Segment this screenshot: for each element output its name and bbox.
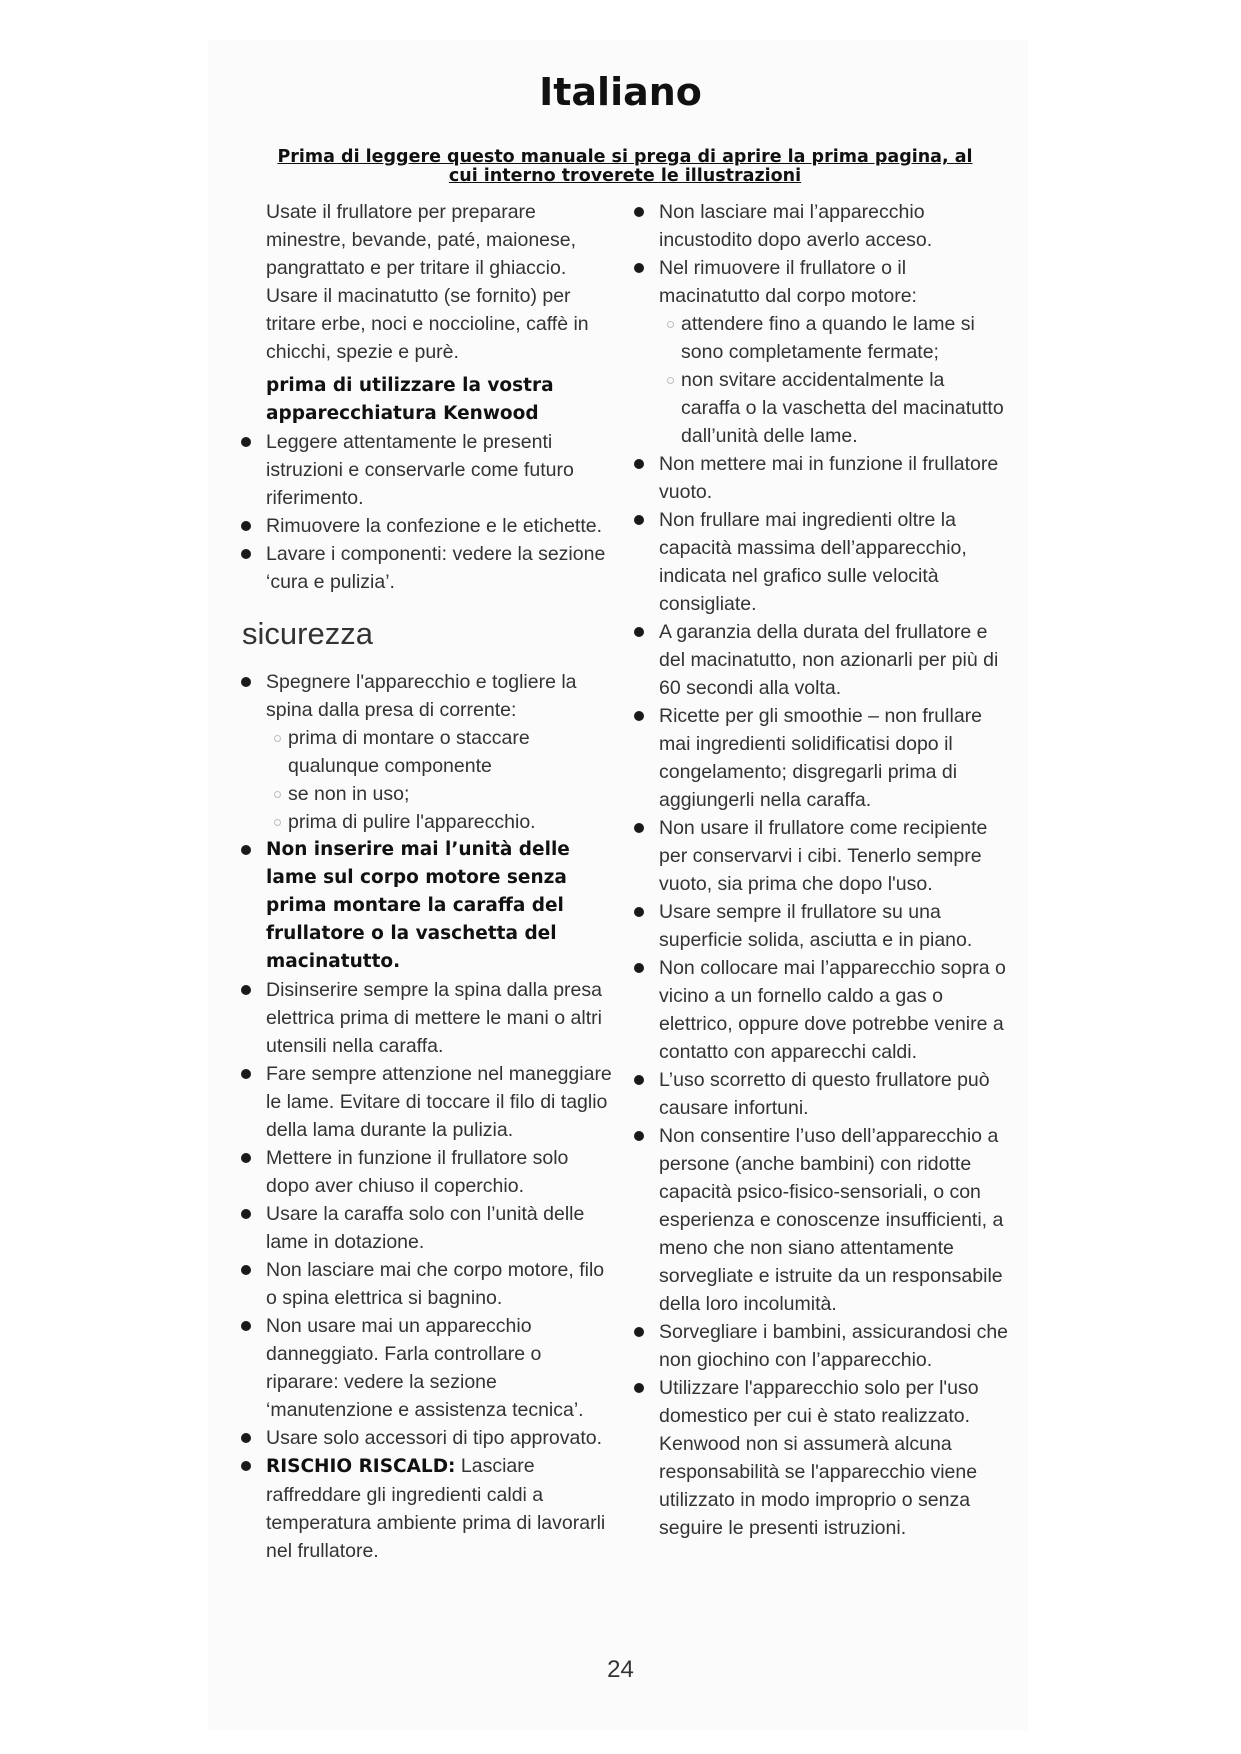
left-column xyxy=(242,198,616,1565)
list-item: L’uso scorretto di questo frullatore può causare infortuni. xyxy=(659,1066,1009,1122)
bullet-icon xyxy=(241,677,251,687)
bullet-icon xyxy=(634,263,644,273)
bullet-icon xyxy=(634,823,644,833)
sub-item: prima di pulire l'apparecchio. xyxy=(266,808,616,836)
bullet-icon xyxy=(241,521,251,531)
list-item: RISCHIO RISCALD: Lasciare raffreddare gli ingredienti caldi a temperatura ambiente prima di lavorarli nel frullatore. xyxy=(266,1452,616,1565)
circle-bullet-icon xyxy=(274,791,281,798)
bullet-icon xyxy=(241,1153,251,1163)
bullet-icon xyxy=(241,985,251,995)
intro-note-line-2: cui interno troverete le illustrazioni xyxy=(448,166,802,186)
bullet-icon xyxy=(634,907,644,917)
list-item: Non usare il frullatore come recipiente per conservarvi i cibi. Tenerlo sempre vuoto, sia prima che dopo l'uso. xyxy=(659,814,1009,898)
circle-bullet-icon xyxy=(667,321,674,328)
bullet-icon xyxy=(241,1265,251,1275)
before-use-list xyxy=(266,428,616,596)
sub-item: non svitare accidentalmente la caraffa o la vaschetta del macinatutto dall’unità delle lame. xyxy=(659,366,1009,450)
page-title: Italiano xyxy=(539,70,702,114)
heat-risk-label: RISCHIO RISCALD: xyxy=(266,1456,456,1477)
list-item: Disinserire sempre la spina dalla presa elettrica prima di mettere le mani o altri utensili nella caraffa. xyxy=(266,976,616,1060)
list-item: Non mettere mai in funzione il frullatore vuoto. xyxy=(659,450,1009,506)
sub-item: prima di montare o staccare qualunque componente xyxy=(266,724,616,780)
bullet-icon xyxy=(634,1075,644,1085)
bullet-icon xyxy=(241,437,251,447)
circle-bullet-icon xyxy=(667,377,674,384)
bullet-icon xyxy=(241,1461,251,1471)
bullet-icon xyxy=(241,1321,251,1331)
bullet-icon xyxy=(241,1433,251,1443)
list-item: Non consentire l’uso dell’apparecchio a persone (anche bambini) con ridotte capacità psico-fisico-sensoriali, o con esperienza e conoscenze insufficienti, a meno che non siano attentamente sorvegliate e istruite da un responsabile della loro incolumità. xyxy=(659,1122,1009,1318)
list-item: Lavare i componenti: vedere la sezione ‘cura e pulizia’. xyxy=(266,540,616,596)
list-item: Non lasciare mai l’apparecchio incustodito dopo averlo acceso. xyxy=(659,198,1009,254)
list-item: Usare la caraffa solo con l’unità delle lame in dotazione. xyxy=(266,1200,616,1256)
sub-item: se non in uso; xyxy=(266,780,616,808)
list-item: A garanzia della durata del frullatore e del macinatutto, non azionarli per più di 60 secondi alla volta. xyxy=(659,618,1009,702)
bullet-icon xyxy=(634,711,644,721)
list-item: Spegnere l'apparecchio e togliere la spina dalla presa di corrente: prima di montare o staccare qualunque componente se non in uso; prima di pulire l'apparecchio. xyxy=(266,668,616,836)
bullet-icon xyxy=(634,1131,644,1141)
list-item: Non collocare mai l’apparecchio sopra o vicino a un fornello caldo a gas o elettrico, oppure dove potrebbe venire a contatto con apparecchi caldi. xyxy=(659,954,1009,1066)
list-item: Usare solo accessori di tipo approvato. xyxy=(266,1424,616,1452)
list-item: Usare sempre il frullatore su una superficie solida, asciutta e in piano. xyxy=(659,898,1009,954)
usage-paragraph: Usate il frullatore per preparare minestre, bevande, paté, maionese, pangrattato e per tritare il ghiaccio. Usare il macinatutto (se fornito) per tritare erbe, noci e noccioline, caffè in chicchi, spezie e purè. xyxy=(266,201,589,363)
bullet-icon xyxy=(634,207,644,217)
safety-heading: sicurezza xyxy=(242,616,373,651)
list-item: Non usare mai un apparecchio danneggiato. Farla controllare o riparare: vedere la sezione ‘manutenzione e assistenza tecnica’. xyxy=(266,1312,616,1424)
intro-note xyxy=(255,148,995,186)
bullet-icon xyxy=(241,1209,251,1219)
bullet-icon xyxy=(241,549,251,559)
circle-bullet-icon xyxy=(274,735,281,742)
bullet-icon xyxy=(241,1069,251,1079)
intro-note-line-1: Prima di leggere questo manuale si prega di aprire la prima pagina, al xyxy=(277,147,973,167)
bullet-icon xyxy=(634,459,644,469)
bullet-icon xyxy=(634,627,644,637)
bullet-icon xyxy=(634,515,644,525)
list-item: Non frullare mai ingredienti oltre la capacità massima dell’apparecchio, indicata nel grafico sulle velocità consigliate. xyxy=(659,506,1009,618)
safety-list xyxy=(266,668,616,1565)
list-item: Nel rimuovere il frullatore o il macinatutto dal corpo motore: attendere fino a quando le lame si sono completamente fermate; non svitare accidentalmente la caraffa o la vaschetta del macinatutto dall’unità delle lame. xyxy=(659,254,1009,450)
circle-bullet-icon xyxy=(274,819,281,826)
bullet-icon xyxy=(634,1383,644,1393)
bullet-icon xyxy=(241,845,251,855)
list-item: Leggere attentamente le presenti istruzioni e conservarle come futuro riferimento. xyxy=(266,428,616,512)
list-item: Mettere in funzione il frullatore solo dopo aver chiuso il coperchio. xyxy=(266,1144,616,1200)
warning-item: Non inserire mai l’unità delle lame sul corpo motore senza prima montare la caraffa del frullatore o la vaschetta del macinatutto. xyxy=(266,836,616,976)
right-column xyxy=(659,198,1009,1542)
list-item: Non lasciare mai che corpo motore, filo o spina elettrica si bagnino. xyxy=(266,1256,616,1312)
list-item: Rimuovere la confezione e le etichette. xyxy=(266,512,616,540)
bullet-icon xyxy=(634,1327,644,1337)
safety-list-continued xyxy=(659,198,1009,1542)
sub-item: attendere fino a quando le lame si sono completamente fermate; xyxy=(659,310,1009,366)
page-number: 24 xyxy=(607,1656,634,1683)
list-item: Utilizzare l'apparecchio solo per l'uso domestico per cui è stato realizzato. Kenwood non si assumerà alcuna responsabilità se l'apparecchio viene utilizzato in modo improprio o senza seguire le presenti istruzioni. xyxy=(659,1374,1009,1542)
before-use-heading: prima di utilizzare la vostra apparecchiatura Kenwood xyxy=(266,375,554,424)
list-item: Fare sempre attenzione nel maneggiare le lame. Evitare di toccare il filo di taglio della lama durante la pulizia. xyxy=(266,1060,616,1144)
bullet-icon xyxy=(634,963,644,973)
list-item: Sorvegliare i bambini, assicurandosi che non giochino con l’apparecchio. xyxy=(659,1318,1009,1374)
list-item: Ricette per gli smoothie – non frullare mai ingredienti solidificatisi dopo il congelamento; disgregarli prima di aggiungerli nella caraffa. xyxy=(659,702,1009,814)
